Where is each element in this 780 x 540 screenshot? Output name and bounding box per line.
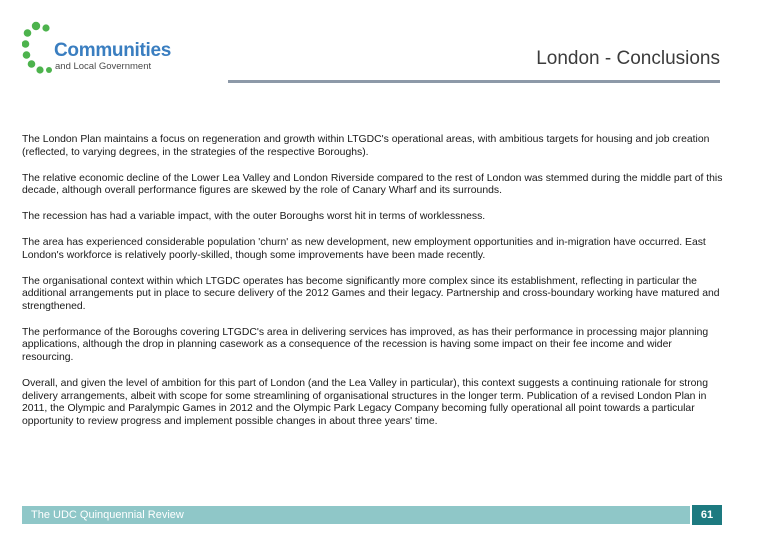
communities-logo: [22, 20, 212, 84]
logo-name: Communities: [54, 40, 172, 61]
conclusions-body: [22, 134, 724, 442]
logo-subtitle: and Local Government: [55, 61, 152, 72]
logo-dot-ring-icon: [22, 20, 56, 84]
paragraph-overall: Overall, and given the level of ambition for this part of London (and the Lea Valley in particular), this context suggests a continuing rationale for strong delivery arrangements, albeit with scope for some streamlining of organisational structures in the longer term. Publication of a revised London Plan in 2011, the Olympic and Paralympic Games in 2012 and the Olympic Park Legacy Company becoming fully operational all point towards a particular opportunity to review progress and implement possible changes in about three years' time.: [22, 378, 708, 427]
footer-bar: [22, 506, 690, 524]
page-title: London - Conclusions: [536, 48, 720, 69]
title-divider: [228, 80, 720, 83]
paragraph-organisational-context: The organisational context within which LTGDC operates has become significantly more complex since its establishment, reflecting in particular the additional arrangements put in place to secure delivery of the 2012 Games and their legacy. Partnership and cross-boundary working have matured and strengthened.: [22, 275, 720, 312]
paragraph-recession: The recession has had a variable impact, with the outer Boroughs worst hit in terms of worklessness.: [22, 211, 486, 223]
paragraph-borough-performance: The performance of the Boroughs covering LTGDC's area in delivering services has improved, as has their performance in processing major planning applications, although the drop in planning casework as a consequence of the recession is having some impact on their fee income and wider resourcing.: [22, 326, 709, 364]
footer-label: The UDC Quinquennial Review: [31, 509, 184, 521]
paragraph-economic-decline: The relative economic decline of the Lower Lea Valley and London Riverside compared to the rest of London was stemmed during the middle part of this decade, although overall performance figures are skewed by the role of Canary Wharf and its surrounds.: [22, 172, 723, 197]
paragraph-population-churn: The area has experienced considerable population 'churn' as new development, new employment opportunities and in-migration have occurred. East London's workforce is relatively poorly-skilled, though some improvements have been made recently.: [22, 237, 706, 261]
paragraph-london-plan: The London Plan maintains a focus on regeneration and growth within LTGDC's operational areas, with ambitious targets for housing and job creation (reflected, to varying degrees, in the strategies of the respective Boroughs).: [22, 134, 710, 158]
page-number: 61: [692, 505, 722, 525]
